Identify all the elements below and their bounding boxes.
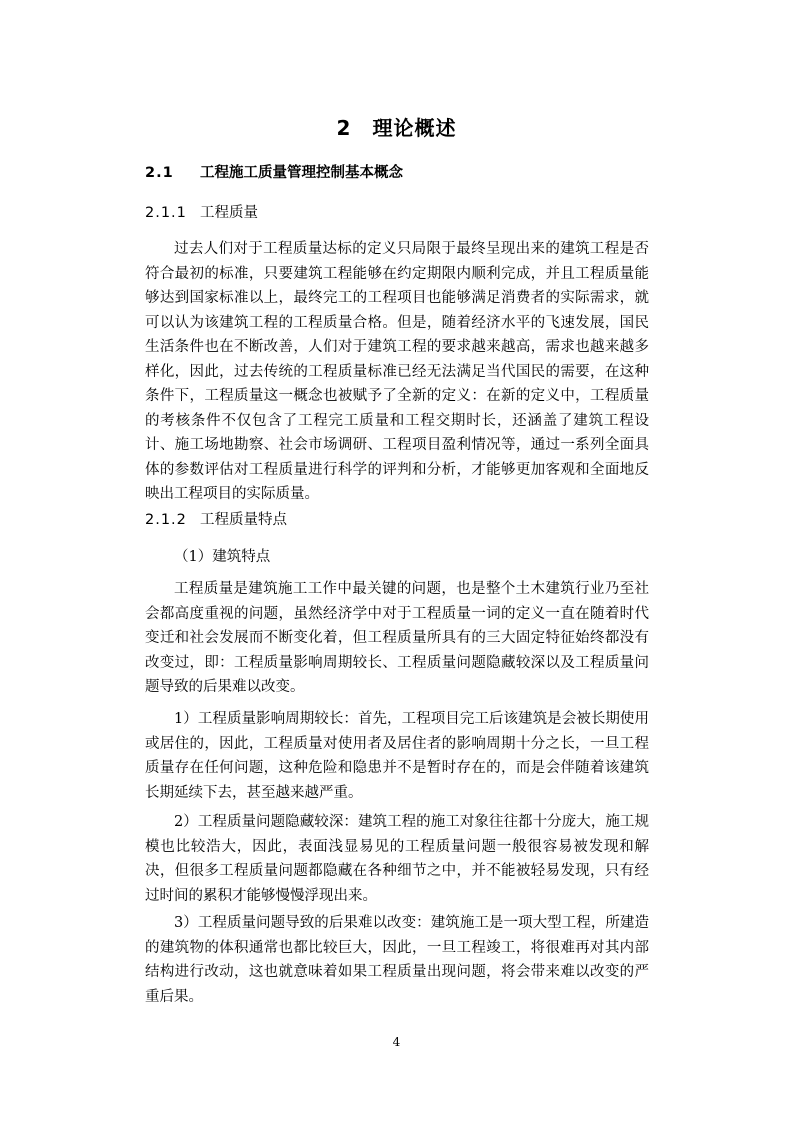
section-title: 工程质量特点 xyxy=(200,512,287,528)
section-number: 2.1 xyxy=(145,165,174,181)
body-paragraph: 2）工程质量问题隐藏较深：建筑工程的施工对象往往都十分庞大，施工规模也比较浩大，因此，表面浅显易见的工程质量问题一般很容易被发现和解决，但很多工程质量问题都隐藏在各种细节之中，并不能被轻易发现，只有经过时间的累积才能够慢慢浮现出来。 xyxy=(145,814,649,904)
section-title: 工程质量 xyxy=(200,205,258,221)
section-number: 2.1.2 xyxy=(145,512,187,528)
section-heading-2-1-2 xyxy=(145,510,287,530)
section-heading-2-1 xyxy=(145,163,403,183)
body-paragraph: 1）工程质量影响周期较长：首先，工程项目完工后该建筑是会被长期使用或居住的，因此，工程质量对使用者及居住者的影响周期十分之长，一旦工程质量存在任何问题，这种危险和隐患并不是暂时存在的，而是会伴随着该建筑长期延续下去，甚至越来越严重。 xyxy=(145,711,649,801)
section-title: 工程施工质量管理控制基本概念 xyxy=(200,165,403,181)
chapter-title: 2 理论概述 xyxy=(336,116,457,140)
section-number: 2.1.1 xyxy=(145,205,187,221)
body-paragraph: 工程质量是建筑施工工作中最关键的问题，也是整个土木建筑行业乃至社会都高度重视的问题，虽然经济学中对于工程质量一词的定义一直在随着时代变迁和社会发展而不断变化着，但工程质量所具有的三大固定特征始终都没有改变过，即：工程质量影响周期较长、工程质量问题隐藏较深以及工程质量问题导致的后果难以改变。 xyxy=(145,581,649,695)
section-heading-2-1-1 xyxy=(145,203,258,223)
item-heading: （1）建筑特点 xyxy=(174,549,271,565)
page-number: 4 xyxy=(392,1035,401,1049)
body-paragraph: 3）工程质量问题导致的后果难以改变：建筑施工是一项大型工程，所建造的建筑物的体积通常也都比较巨大，因此，一旦工程竣工，将很难再对其内部结构进行改动，这也就意味着如果工程质量出现问题，将会带来难以改变的严重后果。 xyxy=(145,915,649,1005)
body-paragraph: 过去人们对于工程质量达标的定义只局限于最终呈现出来的建筑工程是否符合最初的标准，只要建筑工程能够在约定期限内顺利完成，并且工程质量能够达到国家标准以上，最终完工的工程项目也能够满足消费者的实际需求，就可以认为该建筑工程的工程质量合格。但是，随着经济水平的飞速发展，国民生活条件也在不断改善，人们对于建筑工程的要求越来越高，需求也越来越多样化，因此，过去传统的工程质量标准已经无法满足当代国民的需要，在这种条件下，工程质量这一概念也被赋予了全新的定义：在新的定义中，工程质量的考核条件不仅包含了工程完工质量和工程交期时长，还涵盖了建筑工程设计、施工场地勘察、社会市场调研、工程项目盈利情况等，通过一系列全面具体的参数评估对工程质量进行科学的评判和分析，才能够更加客观和全面地反映出工程项目的实际质量。 xyxy=(145,241,649,502)
